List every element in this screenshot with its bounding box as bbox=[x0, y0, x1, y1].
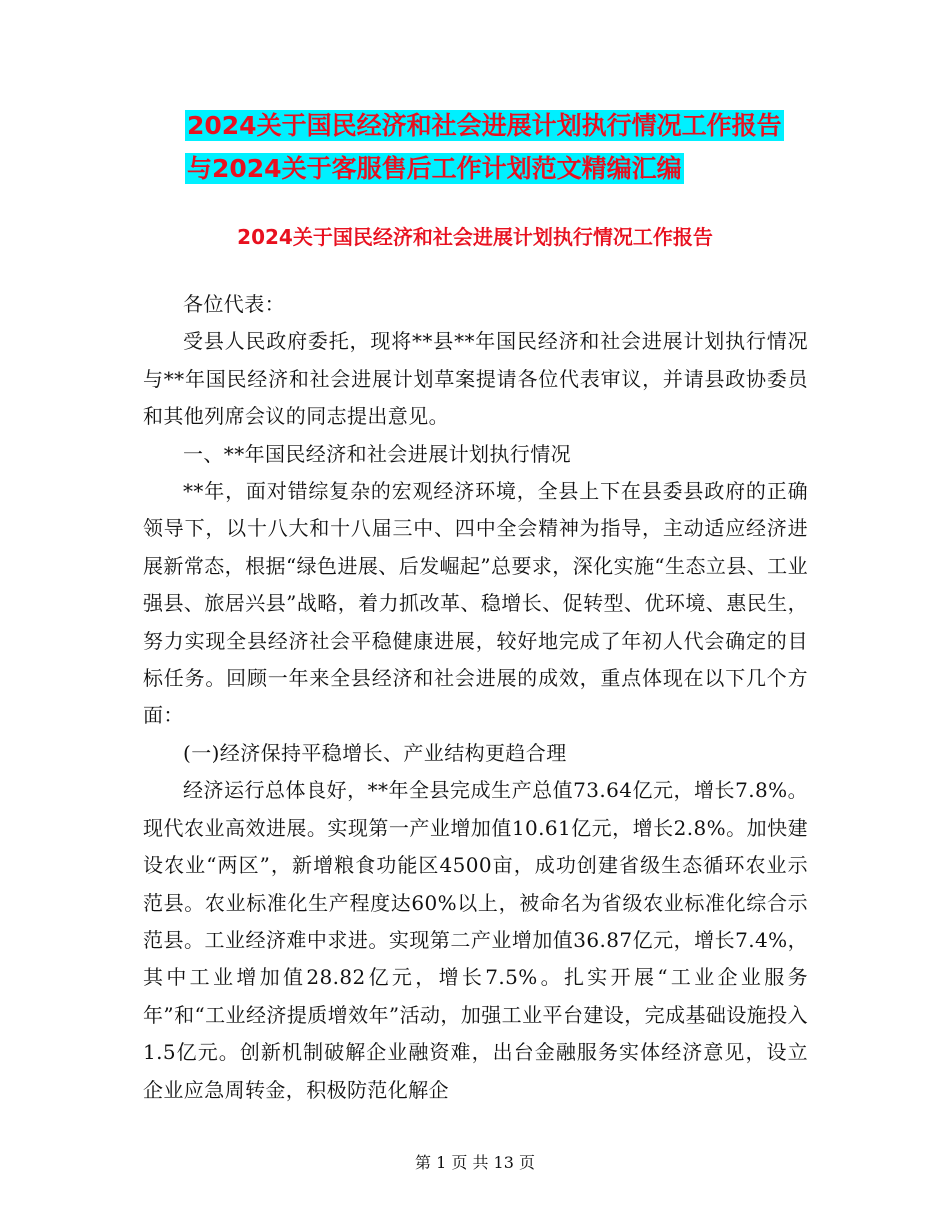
title-line-1-text: 2024关于国民经济和社会进展计划执行情况工作报告 bbox=[187, 111, 782, 140]
document-title bbox=[185, 110, 825, 196]
section-one-heading: 一、**年国民经济和社会进展计划执行情况 bbox=[183, 441, 571, 466]
salutation-paragraph: 各位代表： bbox=[183, 292, 285, 316]
title-line-2 bbox=[185, 153, 825, 185]
section-heading: 2024关于国民经济和社会进展计划执行情况工作报告 bbox=[237, 225, 713, 249]
intro-paragraph: 受县人民政府委托，现将**县**年国民经济和社会进展计划执行情况与**年国民经济和社会进展计划草案提请各位代表审议，并请县政协委员和其他列席会议的同志提出意见。 bbox=[143, 329, 808, 429]
economy-paragraph: 经济运行总体良好，**年全县完成生产总值73.64亿元，增长7.8%。现代农业高效进展。实现第一产业增加值10.61亿元，增长2.8%。加快建设农业“两区”，新增粮食功能区4500亩，成功创建省级生态循环农业示范县。农业标准化生产程度达60%以上，被命名为省级农业标准化综合示范县。工业经济难中求进。实现第二产业增加值36.87亿元，增长7.4%，其中工业增加值28.82亿元，增长7.5%。扎实开展“工业企业服务年”和“工业经济提质增效年”活动，加强工业平台建设，完成基础设施投入1.5亿元。创新机制破解企业融资难，出台金融服务实体经济意见，设立企业应急周转金，积极防范化解企 bbox=[143, 778, 808, 1102]
overview-paragraph: **年，面对错综复杂的宏观经济环境，全县上下在县委县政府的正确领导下，以十八大和十八届三中、四中全会精神为指导，主动适应经济进展新常态，根据“绿色进展、后发崛起”总要求，深化实施“生态立县、工业强县、旅居兴县”战略，着力抓改革、稳增长、促转型、优环境、惠民生，努力实现全县经济社会平稳健康进展，较好地完成了年初人代会确定的目标任务。回顾一年来全县经济和社会进展的成效，重点体现在以下几个方面： bbox=[143, 479, 808, 728]
page-footer: 第 1 页 共 13 页 bbox=[415, 1153, 535, 1172]
title-line-1 bbox=[185, 110, 825, 142]
title-line-2-text: 与2024关于客服售后工作计划范文精编汇编 bbox=[187, 154, 682, 183]
document-body bbox=[143, 286, 808, 1109]
subsection-one-heading: (一)经济保持平稳增长、产业结构更趋合理 bbox=[183, 740, 567, 765]
